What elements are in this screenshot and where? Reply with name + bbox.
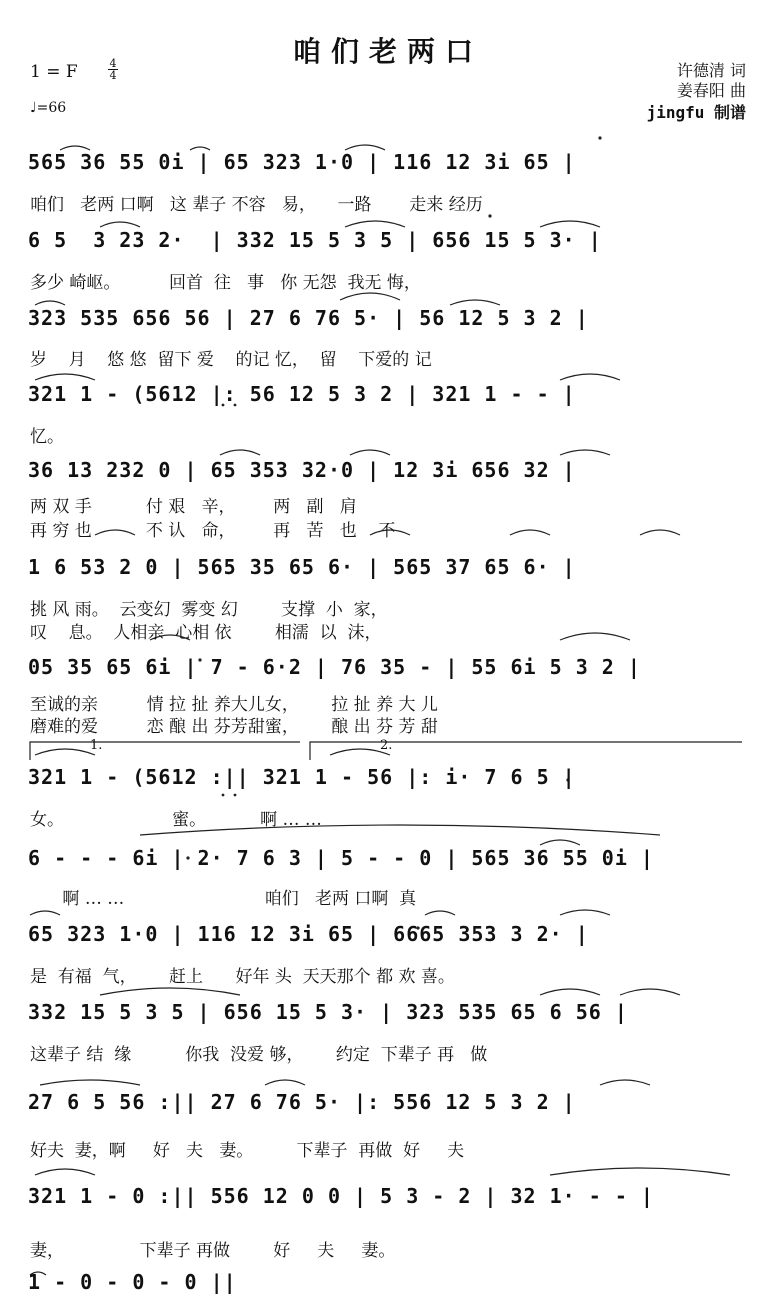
lyric-row-8: 女。 蜜。 啊 … … [30,810,322,830]
lyric-row-5-verse-2: 再 穷 也 不 认 命， 再 苦 也 不 [30,521,396,541]
volta-2: 2. [380,738,393,753]
lyric-row-2: 多少 崎岖。 回首 往 事 你 无怨 我无 悔， [30,273,421,293]
notation-row-13: 321 1 - 0 :|| 556 12 0 0 | 5 3 - 2 | 32 1· - - | [28,1184,654,1208]
notation-row-7: 05 35 65 6i | 7 - 6·2 | 76 35 - | 55 6i 5 3 2 | [28,655,641,679]
lyric-row-13: 妻， 下辈子 再做 好 夫 妻。 [30,1241,396,1261]
lyric-row-9: 啊 … … 咱们 老两 口啊 真 [30,889,417,909]
lyric-row-7-verse-2: 磨难的爱 恋 酿 出 芬芳甜蜜， 酿 出 芬 芳 甜 [30,717,438,737]
lyric-row-6-verse-2: 叹 息。 人相亲 心相 依 相濡 以 沫， [30,623,382,643]
notation-row-12: 27 6 5 56 :|| 27 6 76 5· |: 556 12 5 3 2 | [28,1090,576,1114]
notation-row-5: 36 13 232 0 | 65 353 32·0 | 12 3i 656 32 | [28,458,576,482]
lyric-row-6-verse-1: 挑 风 雨。 云变幻 雾变 幻 支撑 小 家， [30,600,388,620]
notation-row-8: 321 1 - (5612 :|| 321 1 - 56 |: i· 7 6 5 | [28,765,576,789]
composer-credit: 姜春阳 曲 [676,81,746,100]
tempo-marking: ♩=66 [30,100,67,116]
lyric-row-11: 这辈子 结 缘 你我 没爱 够， 约定 下辈子 再 做 [30,1045,488,1065]
lyric-row-12: 好夫 妻，啊 好 夫 妻。 下辈子 再做 好 夫 [30,1141,465,1161]
lyric-row-3: 岁 月 悠 悠 留下 爱 的记 忆， 留 下爱的 记 [30,350,432,370]
notation-row-11: 332 15 5 3 5 | 656 15 5 3· | 323 535 65 6 56 | [28,1000,628,1024]
notation-row-6: 1 6 53 2 0 | 565 35 65 6· | 565 37 65 6· | [28,555,576,579]
song-title: 咱们老两口 [292,35,483,68]
notation-row-1: 565 36 55 0i | 65 323 1·0 | 116 12 3i 65 | [28,150,576,174]
notation-row-2: 6 5 3 23 2· | 332 15 5 3 5 | 656 15 5 3· | [28,228,602,252]
volta-1: 1. [90,738,103,753]
notation-row-9: 6 - - - 6i | 2· 7 6 3 | 5 - - 0 | 565 36 55 0i | [28,846,654,870]
lyric-row-10: 是 有福 气， 赶上 好年 头 天天那个 都 欢 喜。 [30,967,455,987]
time-signature [108,58,118,81]
lyric-row-5-verse-1: 两 双 手 付 艰 辛， 两 副 肩 [30,497,357,517]
lyric-row-7-verse-1: 至诚的亲 情 拉 扯 养大儿女， 拉 扯 养 大 儿 [30,695,438,715]
time-signature-bottom: 4 [109,69,117,82]
notation-row-10: 65 323 1·0 | 116 12 3i 65 | 6665 353 3 2· | [28,922,589,946]
key-signature: 1 = F [30,62,78,82]
lyric-row-4: 忆。 [30,427,64,447]
notation-row-14: 1 - 0 - 0 - 0 || [28,1270,237,1294]
notation-row-3: 323 535 656 56 | 27 6 76 5· | 56 12 5 3 2 | [28,306,589,330]
time-signature-top: 4 [109,57,117,70]
lyricist-credit: 许德清 词 [676,61,746,80]
notation-row-4: 321 1 - (5612 |: 56 12 5 3 2 | 321 1 - - | [28,382,576,406]
lyric-row-1: 咱们 老两 口啊 这 辈子 不容 易， 一路 走来 经历 [30,195,483,215]
transcriber-credit: jingfu 制谱 [646,103,746,122]
